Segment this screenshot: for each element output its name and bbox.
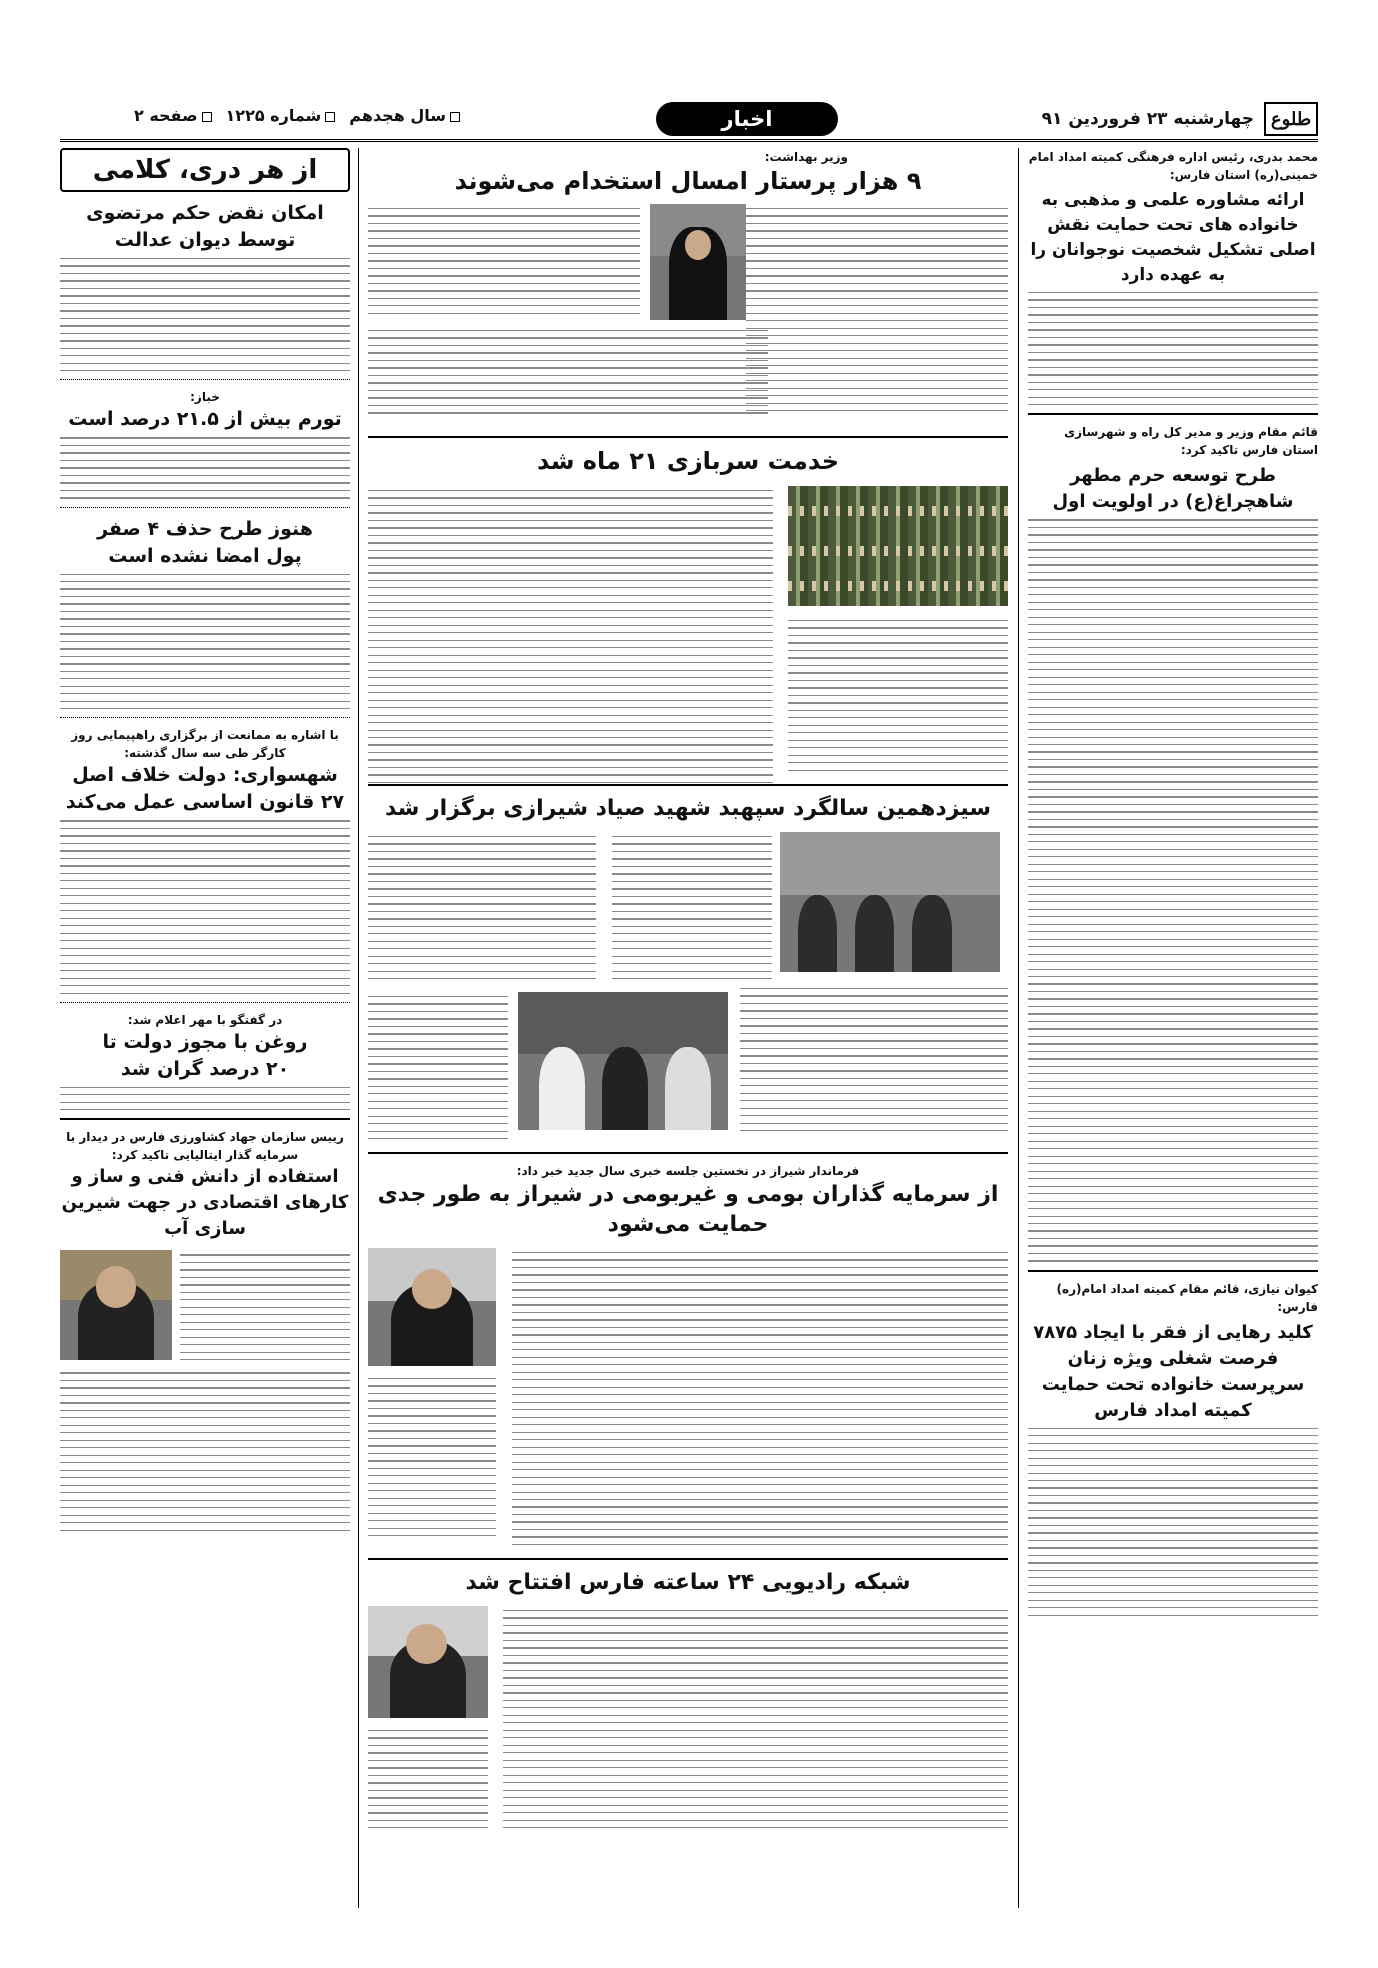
year-label: سال هجدهم	[349, 106, 460, 125]
article-kicker: در گفتگو با مهر اعلام شد:	[127, 1012, 283, 1027]
article-body	[512, 1252, 1008, 1551]
article-kicker: محمد بدری، رئیس اداره فرهنگی کمیته امداد امام خمینی(ره) استان فارس:	[1028, 150, 1318, 182]
column-box-title: از هر دری، کلامی	[60, 148, 350, 192]
article-body	[1028, 292, 1318, 405]
divider	[368, 1558, 1008, 1560]
official-photo	[368, 1606, 488, 1718]
divider	[60, 1002, 350, 1003]
article-body	[180, 1254, 350, 1366]
article-body	[1028, 1428, 1318, 1616]
divider	[368, 1152, 1008, 1154]
article-headline: امکان نقض حکم مرتضوی توسط دیوان عدالت	[86, 202, 324, 251]
article-body	[740, 988, 1008, 1138]
article-body	[368, 490, 773, 789]
article-body	[368, 996, 508, 1146]
article-body	[60, 437, 350, 498]
article-body	[60, 1087, 350, 1111]
official-photo	[60, 1250, 172, 1360]
article-body	[60, 258, 350, 371]
article-body	[746, 208, 1008, 418]
article-headline: سیزدهمین سالگرد سپهبد شهید صیاد شیرازی برگزار شد	[384, 796, 992, 821]
divider	[60, 379, 350, 380]
article-kicker: رییس سازمان جهاد کشاورزی فارس در دیدار با سرمایه گذار ایتالیایی تاکید کرد:	[66, 1130, 344, 1163]
divider	[60, 1118, 350, 1120]
article-headline: ارائه مشاوره علمی و مذهبی به خانواده های تحت حمایت نقش اصلی تشکیل شخصیت نوجوانان را به عهده دارد	[1030, 190, 1316, 285]
article-headline: شبکه رادیویی ۲۴ ساعته فارس افتتاح شد	[465, 1570, 911, 1595]
article-headline: طرح توسعه حرم مطهر شاهچراغ(ع) در اولویت اول	[1052, 465, 1294, 513]
divider	[1028, 1270, 1318, 1272]
article-body	[612, 836, 772, 986]
article-headline: هنوز طرح حذف ۴ صفر پول امضا نشده است	[97, 517, 313, 567]
square-bullet-icon	[450, 112, 460, 122]
article-headline: استفاده از دانش فنی و ساز و کارهای اقتصادی در جهت شیرین سازی آب	[61, 1166, 349, 1240]
article-headline: شهسواری: دولت خلاف اصل ۲۷ قانون اساسی عمل می‌کند	[65, 764, 345, 814]
square-bullet-icon	[202, 112, 212, 122]
article-body	[368, 1730, 488, 1835]
article-block	[368, 196, 1008, 428]
article-body	[368, 836, 596, 986]
article-headline: تورم بیش از ۲۱.۵ درصد است	[68, 408, 342, 431]
article-body	[1028, 519, 1318, 1261]
divider	[60, 717, 350, 718]
article-kicker: وزیر بهداشت:	[764, 150, 848, 164]
article-headline: ۹ هزار پرستار امسال استخدام می‌شوند	[454, 167, 922, 195]
article-body	[368, 330, 768, 420]
article-kicker: قائم مقام وزیر و مدیر کل راه و شهرسازی استان فارس تاکید کرد:	[1064, 425, 1318, 458]
article-kicker: فرماندار شیراز در نخستین جلسه خبری سال جدید خبر داد:	[516, 1164, 860, 1178]
issue-date: چهارشنبه ۲۳ فروردین ۹۱	[1041, 109, 1254, 129]
article-block	[368, 1598, 1008, 1828]
column-divider	[358, 148, 359, 1908]
page-number: صفحه ۲	[134, 106, 212, 125]
article-kicker: خباز:	[190, 390, 220, 405]
masthead-date-block	[928, 100, 1318, 138]
article-headline: کلید رهایی از فقر با ایجاد ۷۸۷۵ فرصت شغلی ویژه زنان سرپرست خانواده تحت حمایت کمیته امداد فارس	[1033, 1321, 1313, 1421]
article-body	[368, 208, 640, 320]
article-headline: روغن با مجوز دولت تا ۲۰ درصد گران شد	[102, 1030, 308, 1080]
masthead	[60, 98, 1318, 142]
article-block	[60, 1242, 350, 1542]
article-block	[368, 476, 1008, 776]
article-body	[60, 1372, 350, 1537]
article-headline: خدمت سربازی ۲۱ ماه شد	[536, 447, 840, 475]
article-body	[788, 620, 1008, 777]
article-body	[60, 820, 350, 993]
article-kicker: کیوان نیازی، قائم مقام کمیته امداد امام(ره) فارس:	[1056, 1281, 1318, 1314]
ceremony-photo	[780, 832, 1000, 972]
clerics-photo	[518, 992, 728, 1130]
issue-number: شماره ۱۲۲۵	[226, 106, 336, 125]
article-body	[368, 1378, 496, 1543]
governor-photo	[368, 1248, 496, 1366]
article-kicker: با اشاره به ممانعت از برگزاری راهپیمایی روز کارگر طی سه سال گذشته:	[71, 728, 339, 761]
article-body	[503, 1610, 1008, 1835]
section-badge: اخبار	[656, 102, 838, 136]
soldiers-photo	[788, 486, 1008, 606]
divider	[368, 436, 1008, 438]
article-body	[60, 574, 350, 710]
right-column	[1028, 148, 1318, 1622]
column-divider	[1018, 148, 1019, 1908]
newspaper-logo: طلوع	[1264, 102, 1318, 136]
minister-photo	[650, 204, 746, 320]
article-headline: از سرمایه گذاران بومی و غیربومی در شیراز به طور جدی حمایت می‌شود	[377, 1182, 999, 1237]
issue-info	[60, 106, 460, 125]
left-column	[60, 148, 350, 1542]
square-bullet-icon	[325, 112, 335, 122]
article-block	[368, 824, 1008, 1144]
center-column	[368, 148, 1008, 1828]
divider	[60, 507, 350, 508]
divider	[1028, 413, 1318, 415]
article-block	[368, 1240, 1008, 1550]
